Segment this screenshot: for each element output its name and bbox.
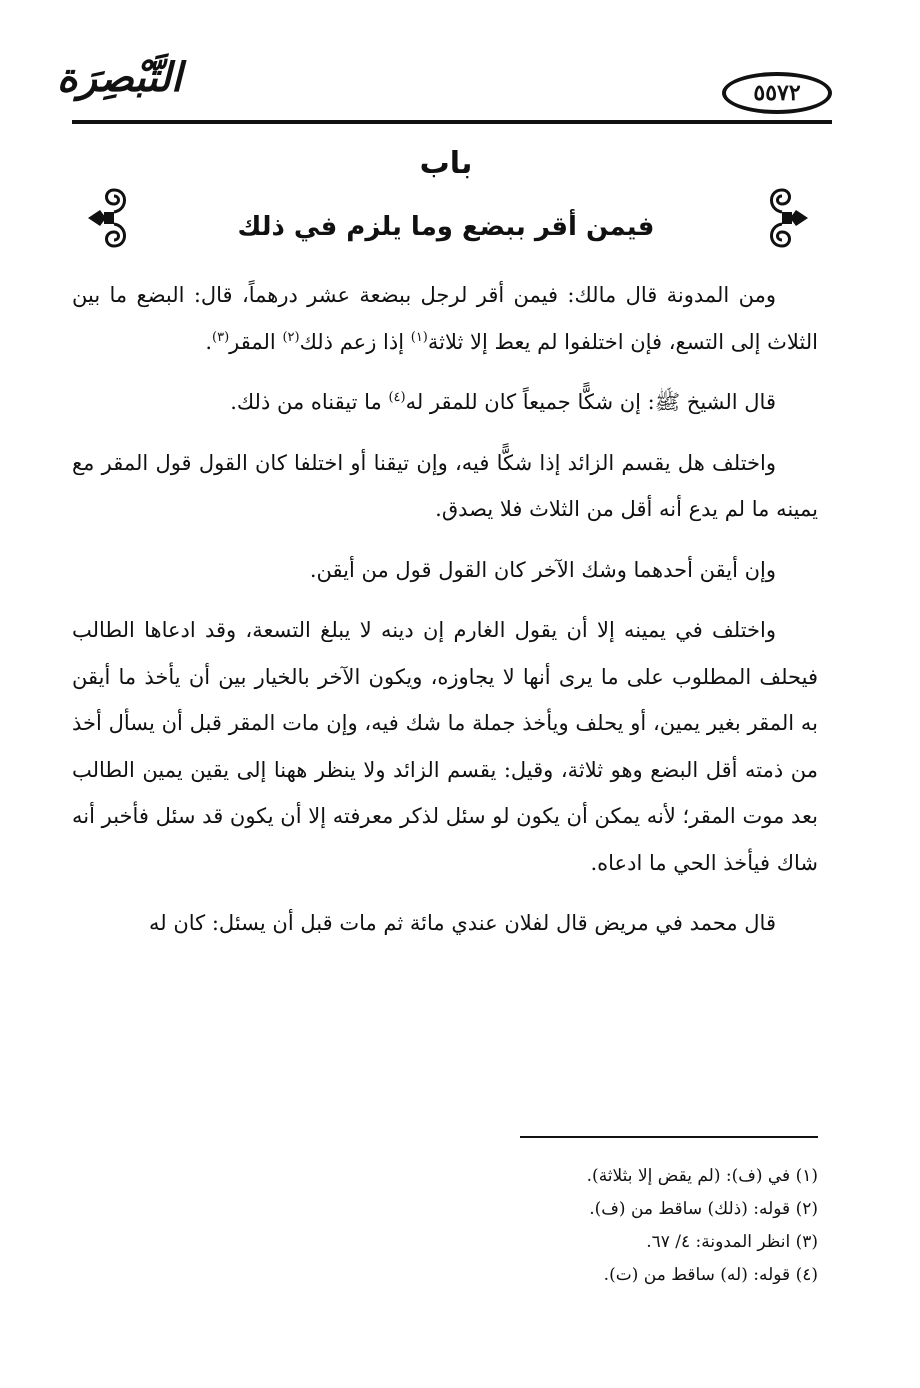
- page-number: ٥٥٧٢: [753, 80, 801, 106]
- footnote-ref: (٤): [388, 390, 406, 405]
- chapter-title: فيمن أقر ببضع وما يلزم في ذلك: [237, 212, 655, 242]
- paragraph-text: ما تيقناه من ذلك.: [230, 390, 389, 414]
- header-rule: [72, 120, 832, 124]
- paragraph: [72, 272, 818, 365]
- paragraph-text: قال الشيخ ﷺ: إن شكًّا جميعاً كان للمقر له: [405, 390, 776, 414]
- footnote-ref: (١): [410, 329, 428, 345]
- paragraph: قال محمد في مريض قال لفلان عندي مائة ثم مات قبل أن يسئل: كان له: [149, 911, 776, 935]
- footnote: (١) في (ف): (لم يقض إلا بثلاثة).: [586, 1166, 818, 1186]
- footnotes: [72, 1160, 818, 1292]
- paragraph: [72, 379, 818, 426]
- right-ornament-icon: [760, 182, 812, 254]
- paragraph: وإن أيقن أحدهما وشك الآخر كان القول قول من أيقن.: [309, 557, 776, 582]
- left-ornament-icon: [84, 182, 136, 254]
- footnote: (٤) قوله: (له) ساقط من (ت).: [603, 1265, 818, 1285]
- footnote: (٣) انظر المدونة: ٤/ ٦٧.: [646, 1232, 818, 1252]
- chapter-label: باب: [419, 146, 473, 181]
- paragraph-text: ومن المدونة قال مالك: فيمن أقر لرجل ببضعة عشر درهماً، قال: البضع ما بين الثلاث إلى التسع، فإن اختلفوا لم يعط إلا ثلاثة: [72, 283, 818, 354]
- footnote-ref: (٢): [282, 329, 300, 345]
- book-title: التَّبْصِرَة: [56, 54, 182, 101]
- footnote-rule: [520, 1136, 818, 1138]
- paragraph-text: المقر: [229, 329, 283, 354]
- paragraph-text: إذا زعم ذلك: [299, 329, 411, 354]
- page-header: [56, 40, 832, 128]
- page-number-oval: [722, 72, 832, 114]
- body-text: [72, 272, 818, 947]
- paragraph: واختلف في يمينه إلا أن يقول الغارم إن دينه لا يبلغ التسعة، وقد ادعاها الطالب فيحلف المطلوب على ما يرى أنها لا يجاوزه، ويكون الآخر بالخيار بين أن يأخذ ما أيقن به المقر بغير يمين، أو يحلف ويأخذ جملة ما شك فيه، وإن مات المقر قبل أن يسأل أخذ من ذمته أقل البضع وهو ثلاثة، وقيل: يقسم الزائد ولا ينظر ههنا إلى يقين يمين الطالب بعد موت المقر؛ لأنه يمكن أن يكون لو سئل لذكر معرفته إلا أن يكون قد سئل فأخبر أنه شاك فيأخذ الحي ما ادعاه.: [72, 618, 818, 875]
- footnote: (٢) قوله: (ذلك) ساقط من (ف).: [589, 1199, 818, 1219]
- paragraph: واختلف هل يقسم الزائد إذا شكًّا فيه، وإن تيقنا أو اختلفا كان القول قول المقر مع يمينه ما لم يدع أنه أقل من الثلاث فلا يصدق.: [72, 450, 818, 521]
- paragraph-text: .: [205, 329, 213, 354]
- footnote-ref: (٣): [212, 329, 230, 345]
